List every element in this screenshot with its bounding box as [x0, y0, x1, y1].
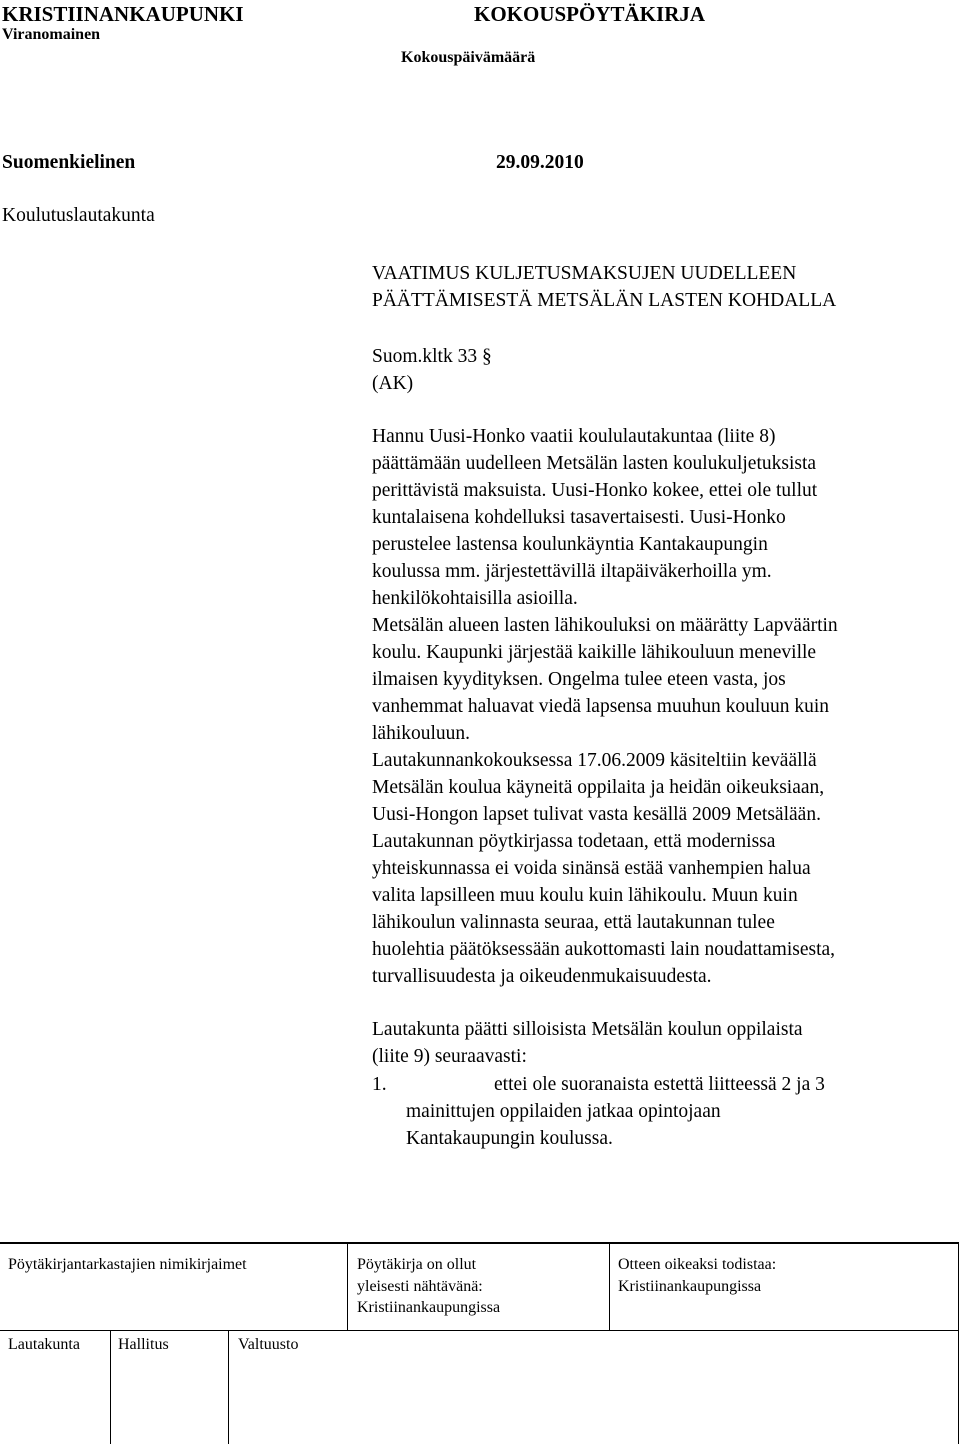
- text-line: Kristiinankaupungissa: [357, 1299, 501, 1316]
- text-line: turvallisuudesta ja oikeudenmukaisuudesta.: [372, 966, 712, 987]
- text-line: lähikoulun valinnasta seuraa, että lautakunnan tulee: [372, 912, 775, 933]
- matter-code: (AK): [372, 373, 414, 394]
- matter-title-line-1: VAATIMUS KULJETUSMAKSUJEN UUDELLEEN: [372, 263, 797, 284]
- text-line: ilmaisen kyydityksen. Ongelma tulee eteen vasta, jos: [372, 669, 786, 690]
- certified-copy-info: [618, 1254, 776, 1297]
- text-line: Otteen oikeaksi todistaa:: [618, 1256, 777, 1273]
- text-line: Pöytäkirja on ollut: [357, 1256, 477, 1273]
- column-divider: [110, 1330, 111, 1444]
- meeting-date-label: Kokouspäivämäärä: [401, 49, 536, 66]
- row-divider: [0, 1330, 958, 1331]
- text-line: Kristiinankaupungissa: [618, 1277, 762, 1295]
- text-line: kuntalaisena kohdelluksi tasavertaisesti. Uusi-Honko: [372, 507, 786, 528]
- text-line: lähikouluun.: [372, 723, 471, 744]
- document-type: KOKOUSPÖYTÄKIRJA: [474, 2, 706, 26]
- text-line: Uusi-Hongon lapset tulivat vasta kesällä 2009 Metsälään.: [372, 804, 821, 825]
- text-line: henkilökohtaisilla asioilla.: [372, 588, 578, 609]
- text-line: Lautakunnan pöytkirjassa todetaan, että modernissa: [372, 831, 776, 852]
- text-line: Lautakunnankokouksessa 17.06.2009 käsiteltiin keväällä: [372, 750, 817, 771]
- text-line: koulussa mm. järjestettävillä iltapäiväkerhoilla ym.: [372, 561, 772, 582]
- text-line: Metsälän koulua käyneitä oppilaita ja heidän oikeuksiaan,: [372, 777, 825, 798]
- text-line: Lautakunta päätti silloisista Metsälän koulun oppilaista: [372, 1019, 803, 1040]
- list-item-number: 1.: [372, 1074, 387, 1095]
- reviewers-initials-label: Pöytäkirjantarkastajien nimikirjaimet: [8, 1256, 247, 1273]
- text-line: Metsälän alueen lasten lähikouluksi on määrätty Lapväärtin: [372, 615, 838, 636]
- signature-footer: [0, 1242, 959, 1444]
- board-signature-label: Lautakunta: [8, 1336, 80, 1353]
- list-item-line-1: ettei ole suoranaista estettä liitteessä 2 ja 3: [494, 1074, 825, 1095]
- text-line: vanhemmat haluavat viedä lapsensa muuhun kouluun kuin: [372, 696, 830, 717]
- column-divider: [609, 1244, 610, 1330]
- list-item-line-3: Kantakaupungin koulussa.: [406, 1128, 613, 1149]
- text-line: (liite 9) seuraavasti:: [372, 1046, 527, 1067]
- government-signature-label: Hallitus: [118, 1336, 169, 1353]
- board-name: Koulutuslautakunta: [2, 205, 155, 226]
- text-line: valita lapsilleen muu koulu kuin lähikoulu. Muun kuin: [372, 885, 798, 906]
- column-divider: [347, 1244, 348, 1330]
- text-line: Hannu Uusi-Honko vaatii koululautakuntaa (liite 8): [372, 426, 776, 447]
- public-display-info: [357, 1254, 500, 1319]
- text-line: yhteiskunnassa ei voida sinänsä estää vanhempien halua: [372, 858, 811, 879]
- matter-title-line-2: PÄÄTTÄMISESTÄ METSÄLÄN LASTEN KOHDALLA: [372, 290, 837, 311]
- text-line: perustelee lastensa koulunkäyntia Kantakaupungin: [372, 534, 768, 555]
- matter-reference: Suom.kltk 33 §: [372, 346, 492, 367]
- text-line: koulu. Kaupunki järjestää kaikille lähikouluun meneville: [372, 642, 817, 663]
- authority-value: Suomenkielinen: [2, 152, 136, 173]
- text-line: yleisesti nähtävänä:: [357, 1277, 483, 1295]
- municipality-name: KRISTIINANKAUPUNKI: [2, 2, 244, 26]
- body-paragraph-1: [372, 423, 952, 990]
- council-signature-label: Valtuusto: [238, 1336, 299, 1353]
- list-item-line-2: mainittujen oppilaiden jatkaa opintojaan: [406, 1101, 721, 1122]
- text-line: päättämään uudelleen Metsälän lasten koulukuljetuksista: [372, 453, 817, 474]
- column-divider: [228, 1330, 229, 1444]
- body-paragraph-2: [372, 1016, 952, 1070]
- authority-label: Viranomainen: [2, 26, 101, 43]
- meeting-date-value: 29.09.2010: [496, 152, 584, 173]
- text-line: huolehtia päätöksessään aukottomasti lain noudattamisesta,: [372, 939, 836, 960]
- text-line: perittävistä maksuista. Uusi-Honko kokee, ettei ole tullut: [372, 480, 818, 501]
